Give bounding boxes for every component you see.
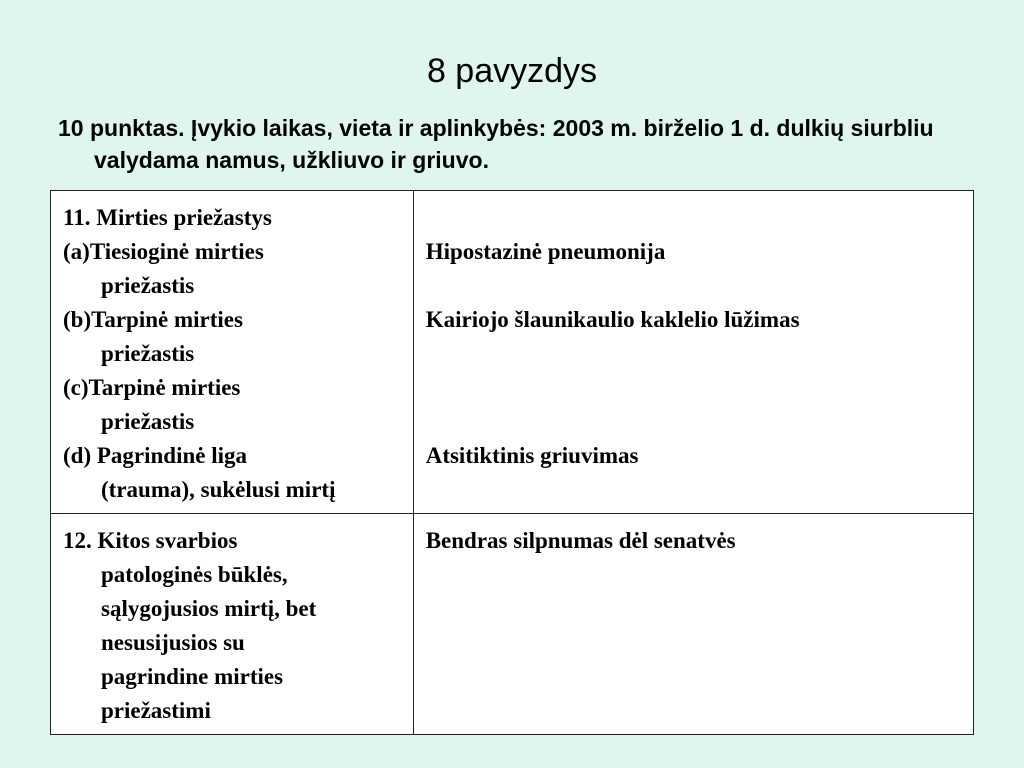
cause-a-label-cont: priežastis	[101, 273, 195, 298]
cause-d-label-cont: (trauma), sukėlusi mirtį	[101, 477, 336, 502]
spacer-line	[426, 405, 963, 439]
death-cause-table	[50, 190, 974, 735]
cause-a-value: Hipostazinė pneumonija	[425, 239, 666, 264]
other-conditions-value: Bendras silpnumas dėl senatvės	[425, 528, 736, 553]
other-conditions-label-cell	[51, 514, 414, 735]
spacer-line	[426, 201, 963, 235]
cause-d-label: (d) Pagrindinė liga	[63, 443, 248, 468]
other-conditions-label-cont: sąlygojusios mirtį, bet	[101, 596, 317, 621]
cause-b-label: (b)Tarpinė mirties	[63, 307, 243, 332]
other-conditions-label-cont: pagrindine mirties	[101, 664, 284, 689]
other-conditions-value-cell	[413, 514, 973, 735]
cause-c-label-cont: priežastis	[101, 409, 195, 434]
slide-title: 8 pavyzdys	[426, 52, 598, 90]
cause-b-label-cont: priežastis	[101, 341, 195, 366]
other-conditions-label-cont: nesusijusios su	[101, 630, 245, 655]
table-row-causes	[51, 191, 974, 514]
spacer-line	[426, 269, 963, 303]
spacer-line	[426, 337, 963, 371]
other-conditions-label-cont: patologinės būklės,	[101, 562, 288, 587]
causes-label-cell	[51, 191, 414, 514]
table-row-other-conditions	[51, 514, 974, 735]
slide-subtitle: 10 punktas. Įvykio laikas, vieta ir aplinkybės: 2003 m. birželio 1 d. dulkių siurbliu valydama namus, užkliuvo ir griuvo.	[58, 115, 934, 173]
cause-b-value: Kairiojo šlaunikaulio kaklelio lūžimas	[425, 307, 800, 332]
cause-c-label: (c)Tarpinė mirties	[63, 375, 241, 400]
other-conditions-label-cont: priežastimi	[101, 698, 211, 723]
other-conditions-label: 12. Kitos svarbios	[63, 528, 238, 553]
cause-c-value	[426, 371, 963, 405]
causes-heading: 11. Mirties priežastys	[63, 205, 272, 230]
cause-a-label: (a)Tiesioginė mirties	[63, 239, 264, 264]
causes-value-cell	[413, 191, 973, 514]
cause-d-value: Atsitiktinis griuvimas	[425, 443, 639, 468]
